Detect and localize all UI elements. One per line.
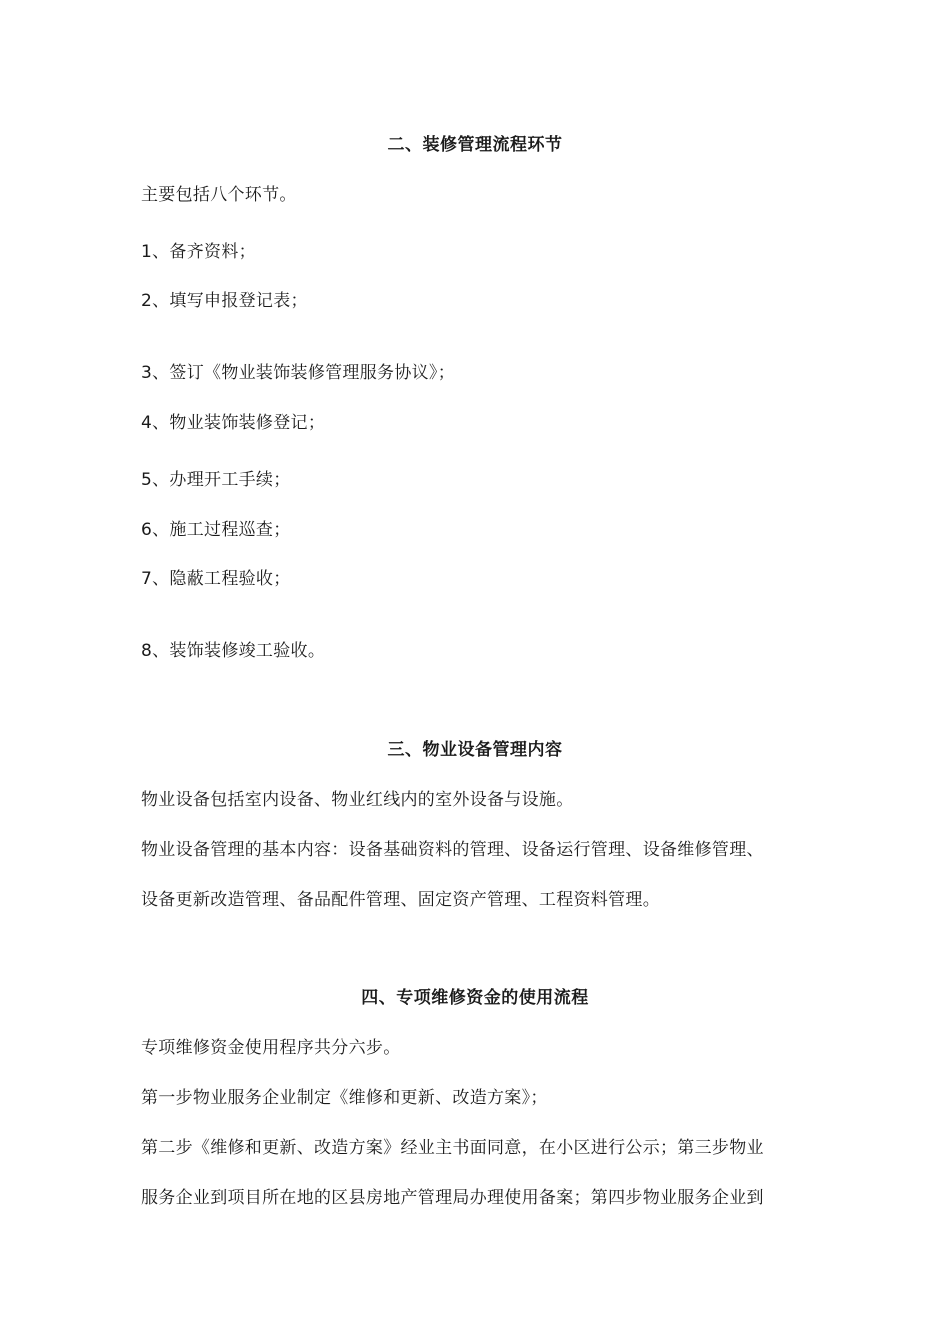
- paragraph-line: 专项维修资金使用程序共分六步。: [141, 1038, 401, 1058]
- paragraph-line: 物业设备管理的基本内容：设备基础资料的管理、设备运行管理、设备维修管理、: [141, 840, 764, 860]
- list-item: 7、隐蔽工程验收；: [141, 569, 291, 589]
- list-item: 4、物业装饰装修登记；: [141, 413, 326, 433]
- list-item: 8、装饰装修竣工验收。: [141, 641, 326, 661]
- paragraph-line: 第二步《维修和更新、改造方案》经业主书面同意，在小区进行公示；第三步物业: [141, 1138, 764, 1158]
- list-item: 1、备齐资料；: [141, 242, 256, 262]
- section-2-heading: 二、装修管理流程环节: [387, 135, 563, 155]
- section-3-heading: 三、物业设备管理内容: [387, 740, 563, 760]
- paragraph-line: 服务企业到项目所在地的区县房地产管理局办理使用备案；第四步物业服务企业到: [141, 1188, 764, 1208]
- paragraph-line: 设备更新改造管理、备品配件管理、固定资产管理、工程资料管理。: [141, 890, 660, 910]
- list-item: 2、填写申报登记表；: [141, 291, 308, 311]
- section-2-intro: 主要包括八个环节。: [141, 185, 297, 205]
- list-item: 6、施工过程巡查；: [141, 520, 291, 540]
- list-item: 5、办理开工手续；: [141, 470, 291, 490]
- paragraph-line: 第一步物业服务企业制定《维修和更新、改造方案》；: [141, 1088, 548, 1108]
- paragraph-line: 物业设备包括室内设备、物业红线内的室外设备与设施。: [141, 790, 574, 810]
- list-item: 3、签订《物业装饰装修管理服务协议》；: [141, 363, 456, 383]
- section-4-heading: 四、专项维修资金的使用流程: [361, 988, 589, 1008]
